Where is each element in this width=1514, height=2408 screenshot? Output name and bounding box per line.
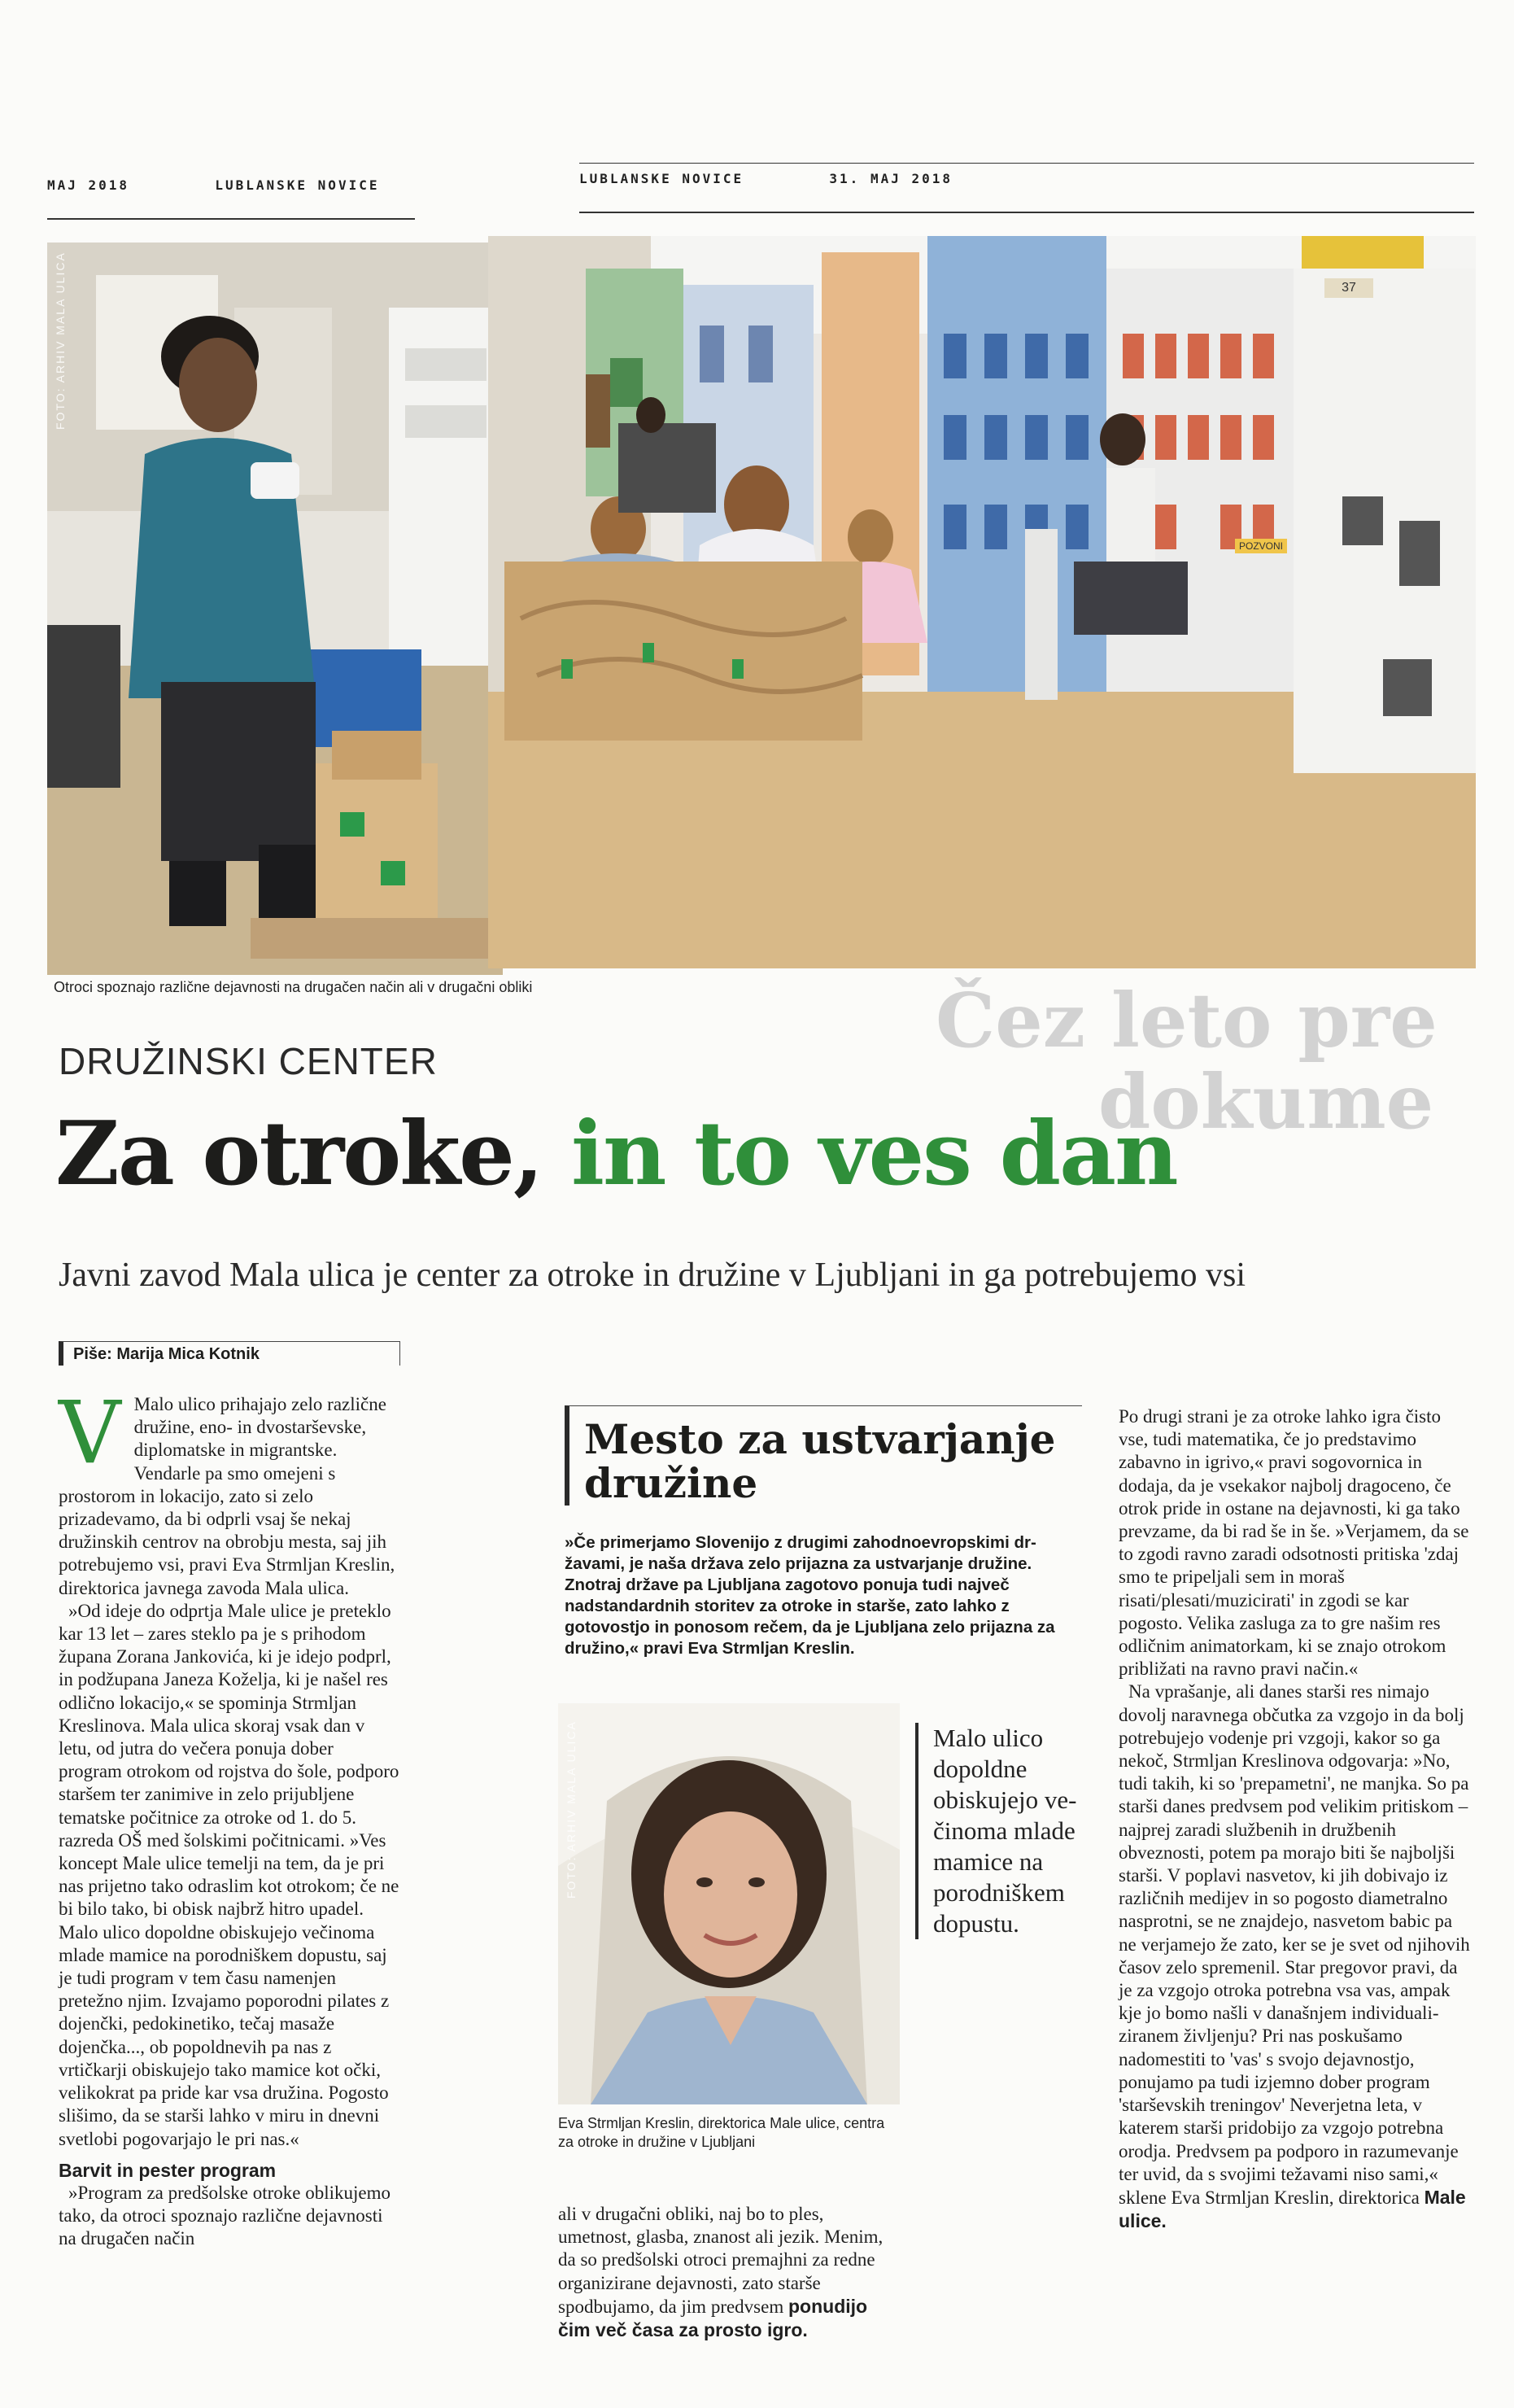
col3-paragraph-1: Po drugi strani je za otroke lahko igra čisto vse, tudi matematika, če jo predstavimo zabavno in igrivo,« pravi sogovornica in dodaja, da je vsekakor najbolj dragoceno, če otrok pride in ostane na dejavnosti, ki ga tako prevzame, da bi rad še in še. »Verjamem, da se to zgodi ravno zaradi odsotnosti pritiska 'zdaj smo te pripeljali sem in moraš risati/plesati/muzicirati' in zgodi se kar pogosto. Velika zasluga za to gre našim res odličnim animatorkam, ki se znajo otrokom približati na ravno pravi način.« [1119,1406,1469,1680]
playroom-photo-left [47,243,503,975]
col2-text: ali v drugačni obliki, naj bo to ples, umetnost, glasba, znanost ali jezik. Menim, da so predšolski otroci premajhni za redne organizirane dejavnosti, zato starše spodbujamo, da jim predvsem [558,2204,884,2317]
bleed-headline-1: Čez leto pre [936,977,1438,1064]
box-lead: »Če primerjamo Slovenijo z drugimi zahodnoevropskimi državami, je naša država zelo prijazna za ustvarjanje družine. Znotraj države pa Ljubljana zagotovo ponuja tudi največ nadstandardnih storitev za otroke in starše, zato lahko z gotovostjo in ponosom rečem, da je Ljubljana zelo prijazna za družino,« pravi Eva Strmljan Kreslin. [565,1533,1055,1658]
main-photo-right [488,236,1476,968]
box-title: Mesto za ustvarjanje družine [584,1415,1056,1507]
header-left-rule [47,218,415,220]
portrait-credit: FOTO: ARHIV MALA ULICA [565,1720,578,1899]
byline: Piše: Marija Mica Kotnik [59,1341,400,1366]
col1-subhead: Barvit in pester program [59,2159,277,2181]
headline-part-1: Za otroke, [55,1103,543,1205]
header-right [579,171,953,186]
header-right-date: 31. MAJ 2018 [829,171,953,186]
col2-paragraph [558,2203,900,2342]
portrait-photo [558,1703,900,2104]
box-heading [565,1405,1082,1506]
portrait-image [558,1703,900,2104]
main-photo-caption: Otroci spoznajo različne dejavnosti na drugačen način ali v drugačni obliki [54,979,533,995]
header-left-paper: LUBLANSKE NOVICE [215,177,380,193]
pull-quote: Malo ulico dopoldne obiskujejo večinoma mlade mamice na porodniškem dopustu. [915,1723,1096,1939]
col1-paragraph-1: Malo ulico prihajajo zelo različne družine, eno- in dvostarševske, diplomatske in migrantske. Vendarle pa smo omejeni s prostorom in lokacijo, zato si zelo prizadevamo, da bi odprli vsaj še nekaj družinskih centrov na obrobju mesta, saj jih potrebujemo vsi, pravi Eva Strmljan Kreslin, direktorica javnega zavoda Mala ulica. [59,1394,395,1598]
header-left [47,177,379,193]
col2-bold: ponudijo čim več časa za prosto igro. [558,2295,868,2341]
header-right-top-rule [579,163,1474,164]
column-2 [558,2203,900,2342]
header-right-paper: LUBLANSKE NOVICE [579,171,744,186]
column-1 [59,1383,400,2251]
article-kicker: DRUŽINSKI CENTER [59,1040,438,1082]
col3-paragraph-2-text: Na vprašanje, ali danes starši res nimajo dovolj naravnega občutka za vzgojo in da bolj potrebujejo vodenje pri vzgoji, kakor so ga nekoč, Strmljan Kreslinova odgovarja: »No, tudi takih, ki so 'prepametni', ne manjka. So pa starši danes predvsem pod velikim pritiskom – najprej zaradi službenih in družbenih obveznosti, potem pa morajo biti še najboljši starši. V poplavi nasvetov, ki jih dobivajo iz različnih medijev in so pogosto diametralno nasprotni, se ne znajdejo, nasvetom babic pa ne verjamejo že zato, ker se je svet od njihovih časov zelo spremenil. Star pregovor pravi, da je za vzgojo otroka potrebna vsa vas, ampak kje jo bomo našli v današnjem individualiziranem življenju? Pri nas poskušamo nadomestiti to 'vas' s svojo dejavnostjo, ponujamo pa tudi izjemno dober program 'starševskih treningov' Neverjetna leta, v katerem starši pridobijo za vzgojo potrebna orodja. Predvsem pa podporo in razumevanje ter uvid, da s svojimi težavami niso sami,« sklene Eva Strmljan Kreslin, direktorica [1119,1681,1470,2208]
col3-paragraph-2 [1119,1680,1473,2233]
playroom-photo-right [488,236,1476,968]
col3-bold-end: Male ulice. [1119,2186,1466,2232]
column-3 [1119,1405,1473,2233]
header-left-date: MAJ 2018 [47,177,130,193]
house-number-sign: 37 [1324,278,1373,298]
main-photo-left [47,243,503,975]
header-right-rule [579,212,1474,213]
article-headline [55,1103,1177,1205]
pozvoni-sign: POZVONI [1235,539,1287,553]
headline-part-2: in to ves dan [571,1103,1177,1205]
portrait-caption: Eva Strmljan Kreslin, direktorica Male ulice, centra za otroke in družine v Ljubljani [558,2115,885,2150]
dropcap: V [59,1383,121,1483]
col1-paragraph-2: »Od ideje do odprtja Male ulice je preteklo kar 13 let – zares steklo pa je s prihodom župana Zorana Jankovića, ki je idejo podprl, in podžupana Janeza Koželja, ki je našel res odlično lokacijo,« se spominja Strmljan Kreslinova. Mala ulica skoraj vsak dan v letu, od jutra do večera ponuja dober program otrokom od rojstva do šole, podporo staršem ter zanimive in zelo prijubljene tematske počitnice za otroke od 1. do 5. razreda OŠ med šolskimi počitnicami. »Ves koncept Male ulice temelji na tem, da je pri nas prijetno tako odraslim kot otrokom; če ne bi bilo tako, bi obisk najbrž hitro upadel. Malo ulico dopoldne obiskujejo večinoma mlade mamice na porodniškem dopustu, saj je tudi program v tem času namenjen pretežno njim. Izvajamo poporodni pilates z dojenčki, pedokinetiko, tečaj masaže dojenčka..., ob popoldnevih pa nas z vrtičkarji obiskujejo tako mamice kot očki, velikokrat pa pride kar vsa družina. Pogosto slišimo, da se starši lahko v miru in dnevni svetlobi pogovarjajo le pri nas.« [59,1600,399,2149]
article-subtitle: Javni zavod Mala ulica je center za otroke in družine v Ljubljani in ga potrebujemo vsi [59,1256,1246,1294]
bleed-headline-2: dokume [1098,1058,1434,1146]
main-photo-credit: FOTO: ARHIV MALA ULICA [54,251,67,430]
col1-paragraph-3: »Program za predšolske otroke oblikujemo tako, da otroci spoznajo različne dejavnosti na drugačen način [59,2182,391,2249]
